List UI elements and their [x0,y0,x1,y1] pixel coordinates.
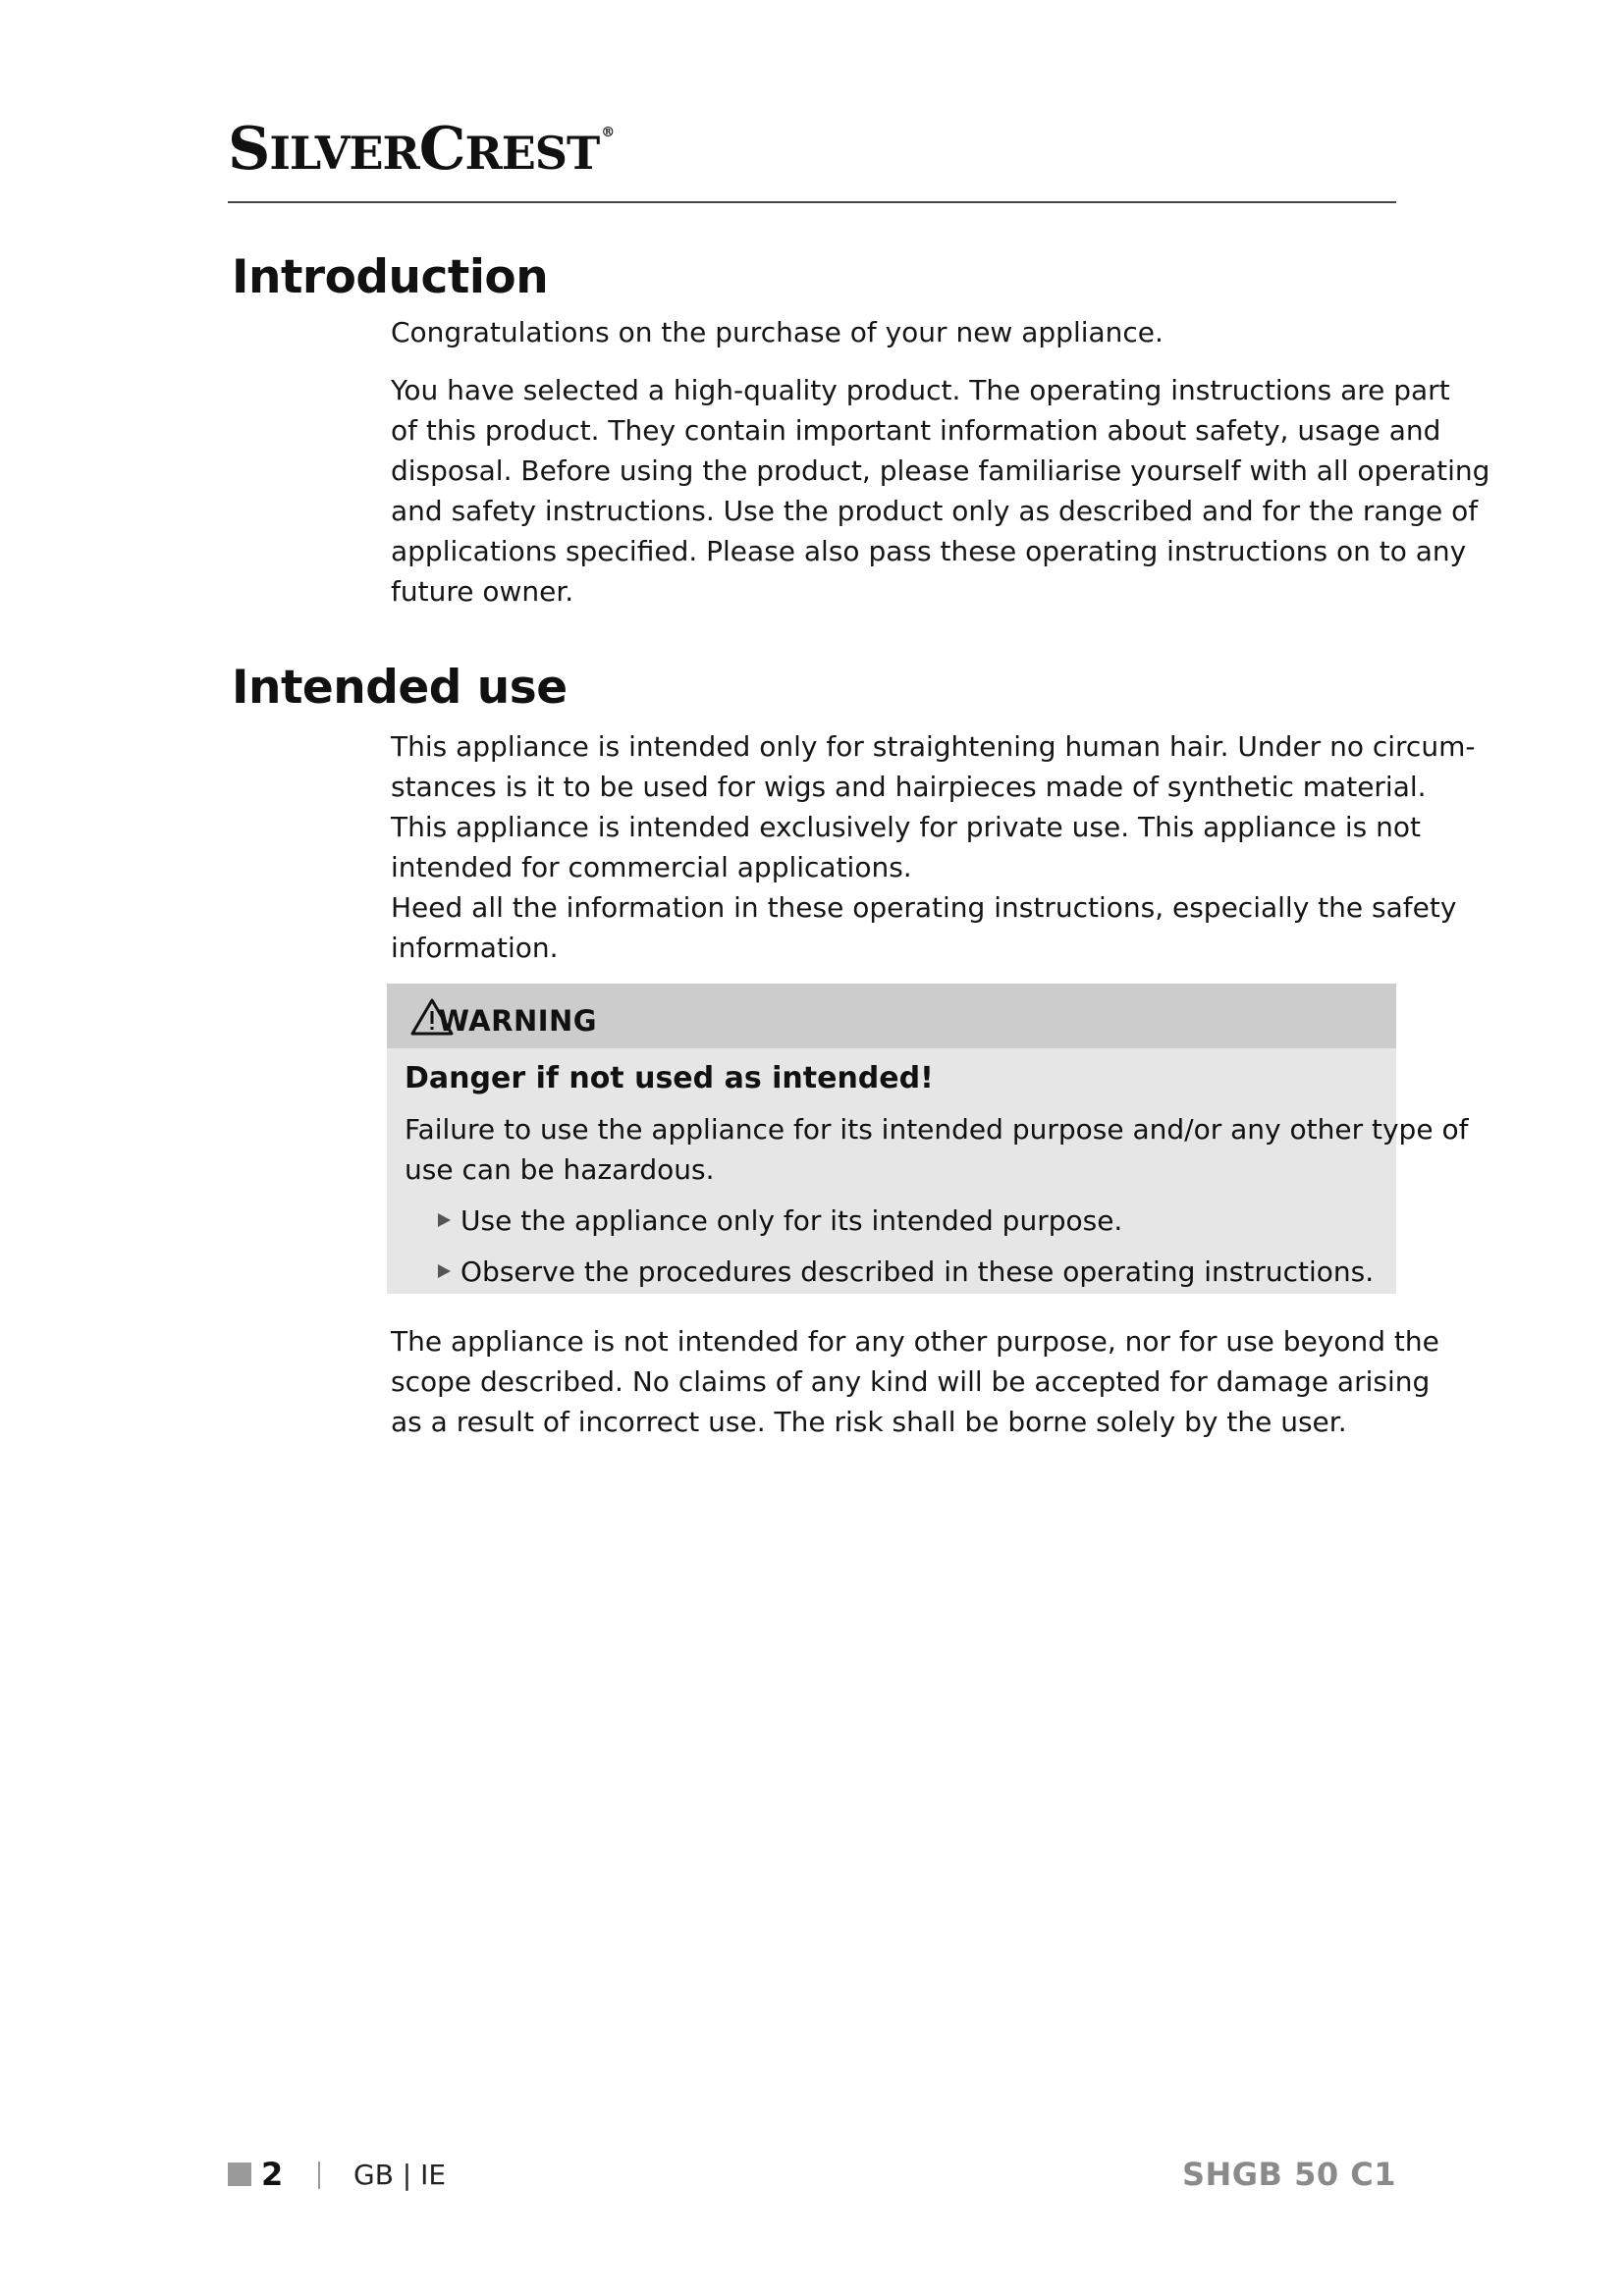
introduction-heading: Introduction [232,250,549,304]
text-line: You have selected a high-quality product. The operating instructions are part [391,374,1450,406]
text-line: future owner. [391,575,574,608]
text-line: scope described. No claims of any kind will be accepted for damage arising [391,1365,1431,1398]
text-line: Congratulations on the purchase of your new appliance. [391,316,1164,348]
text-line: stances is it to be used for wigs and hairpieces made of synthetic material. [391,771,1427,803]
text-line: The appliance is not intended for any other purpose, nor for use beyond the [391,1325,1439,1358]
page-number: 2 [261,2156,284,2193]
brand-logo [228,115,615,184]
footer-separator [318,2162,320,2189]
text-line: information. [391,932,559,964]
text-line: disposal. Before using the product, please familiarise yourself with all operating [391,454,1490,487]
introduction-para-1 [391,312,1392,352]
warning-header [387,984,1396,1048]
text-line: use can be hazardous. [405,1153,715,1186]
registered-mark: ® [601,125,615,140]
footer-language: GB | IE [353,2159,447,2191]
text-line: Heed all the information in these operating instructions, especially the safety [391,891,1457,924]
brand-rest: REST [464,127,600,180]
warning-bullet-2 [438,1255,1375,1288]
intended-use-para [391,726,1476,968]
text-line: and safety instructions. Use the product only as described and for the range of [391,495,1479,527]
footer-model-number: SHGB 50 C1 [1181,2156,1396,2193]
warning-box [387,984,1469,1294]
brand-s: S [228,115,270,184]
text-line: Failure to use the appliance for its intended purpose and/or any other type of [405,1113,1469,1146]
arrow-right-icon [438,1213,451,1227]
text-line: intended for commercial applications. [391,851,912,883]
warning-label: WARNING [438,1004,598,1038]
brand-ilver: ILVER [269,127,419,180]
warning-text [405,1109,1469,1190]
text-line: This appliance is intended only for straightening human hair. Under no circum- [391,730,1476,763]
footer-square-marker [228,2163,251,2186]
text-line: as a result of incorrect use. The risk shall be borne solely by the user. [391,1406,1347,1438]
text-line: of this product. They contain important information about safety, usage and [391,414,1441,447]
introduction-para-2 [391,370,1490,612]
warning-title: Danger if not used as intended! [405,1061,934,1095]
brand-c: C [418,115,465,184]
arrow-right-icon [438,1264,451,1278]
text-line: applications specified. Please also pass these operating instructions on to any [391,535,1467,567]
intended-use-heading: Intended use [232,661,568,715]
bullet-text: Observe the procedures described in these operating instructions. [460,1255,1375,1288]
header-rule [228,201,1396,203]
warning-bullet-1 [438,1204,1123,1237]
text-line: This appliance is intended exclusively for private use. This appliance is not [391,811,1421,843]
bullet-text: Use the appliance only for its intended purpose. [460,1204,1123,1237]
closing-para [391,1321,1439,1442]
